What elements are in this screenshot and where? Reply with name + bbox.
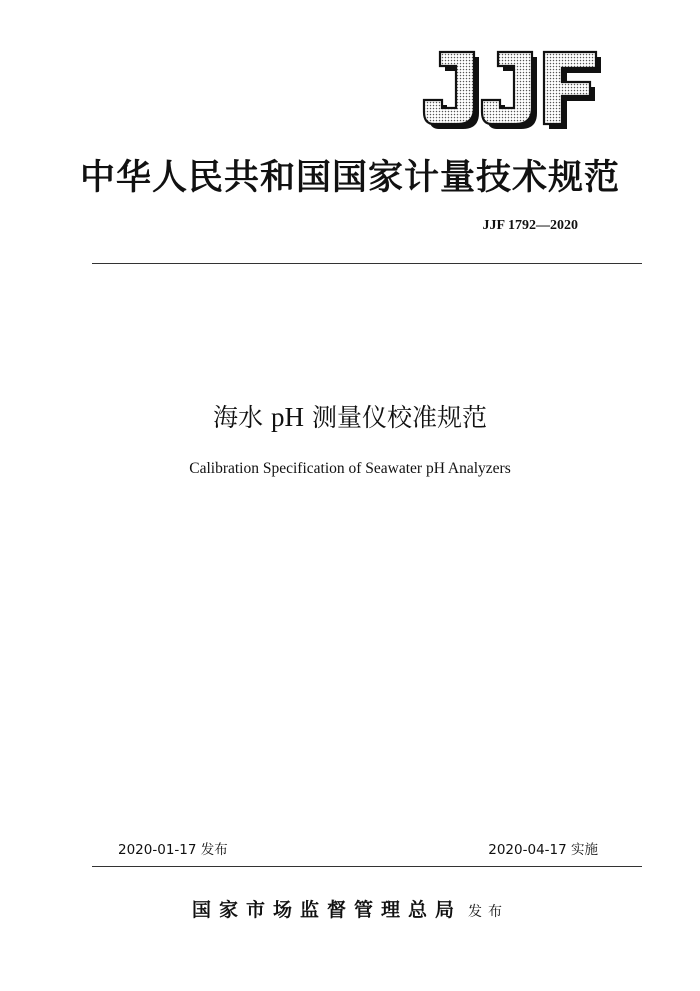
country-standard-title: 中华人民共和国国家计量技术规范 [79,157,620,198]
publisher-action: 发布 [468,904,508,920]
title-cn-part1: 海水 [213,403,271,432]
document-title-en: Calibration Specification of Seawater pH Analyzers [189,460,511,477]
title-cn-ph: pH [271,402,304,432]
standard-number: JJF 1792—2020 [482,218,578,233]
implementation-date: 2020-04-17 实施 [488,842,598,858]
document-title-cn [0,398,700,434]
top-divider [92,263,642,264]
title-cn-part2: 测量仪校准规范 [304,403,487,432]
bottom-divider [92,866,642,867]
publisher-org: 国家市场监督管理总局 [191,899,462,921]
issue-date: 2020-01-17 发布 [118,842,228,858]
jjf-logo [420,50,605,132]
publisher-line [0,895,700,922]
